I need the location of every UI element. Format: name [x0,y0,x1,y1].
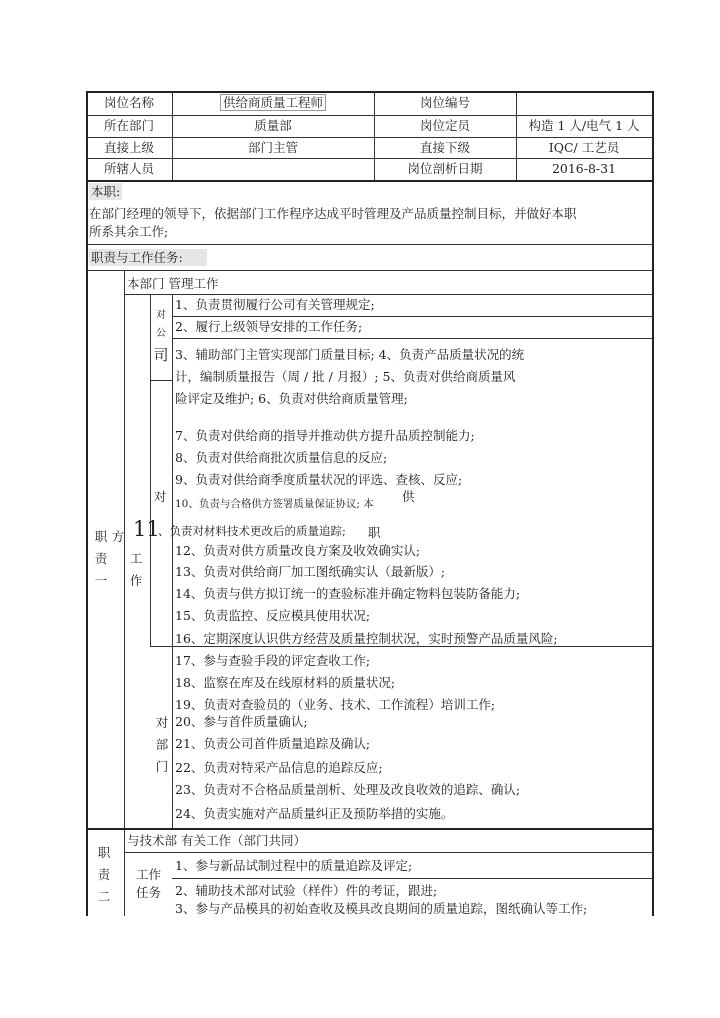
direct-subordinate-value: IQC/ 工艺员 [548,140,620,155]
duty-title: 本职: [91,184,121,199]
analysis-date-value: 2016-8-31 [551,161,617,176]
supplier-label-gong: 供 [402,489,415,504]
dept-label-b: 部 [155,737,169,752]
company-label-c: 司 [153,346,169,364]
resp2-item-1: 1、参与新品试制过程中的质量追踪及评定; [175,858,413,873]
task-item-14: 14、负责与供方拟订统一的查验标准并确定物料包装防备能力; [175,586,521,601]
task-item-18: 18、监察在库及在线原材料的质量状况; [175,675,396,690]
resp2-item-2: 2、辅助技术部对试验（样件）件的考证，跟进; [175,883,438,898]
company-label-b: 公 [156,328,166,339]
task-item-13: 13、负责对供给商厂加工图纸确实认（最新版）; [175,564,446,579]
task-item-1: 1、负责贯彻履行公司有关管理规定; [175,297,375,312]
label-subordinates: 所辖人员 [103,161,154,176]
task-item-11: 、负责对材料技术更改后的质量追踪; [158,524,346,538]
resp1-label-a: 职 [94,529,108,544]
task-item-7: 7、负责对供给商的指导并推动供方提升品质控制能力; [175,428,475,443]
task-item-16: 16、定期深度认识供方经营及质量控制状况，实时预警产品质量风险; [175,631,558,646]
task-item-23: 23、负责对不合格品质量剖析、处理及改良收效的追踪、确认; [175,782,521,797]
label-analysis-date: 岗位剖析日期 [407,161,483,176]
resp2-sub-b: 任务 [136,885,162,900]
resp2-section-title: 与技术部 有关工作（部门共同） [127,833,306,848]
label-department: 所在部门 [103,118,154,133]
dept-label-c: 门 [155,759,169,774]
work-label-b: 作 [129,573,143,588]
label-headcount: 岗位定员 [419,118,470,133]
label-position-name: 岗位名称 [103,95,154,110]
department-value: 质量部 [254,118,292,133]
task-item-2: 2、履行上级领导安排的工作任务; [175,319,363,334]
duty-line-2: 所系其余工作; [89,224,169,239]
resp2-label-c: 二 [97,889,111,904]
task-item-19: 19、负责对查验员的（业务、技术、工作流程）培训工作; [175,697,496,712]
direct-superior-value: 部门主管 [247,140,298,155]
work-label-a: 工 [129,551,143,566]
dept-label-a: 对 [155,715,169,730]
resp2-sub-a: 工作 [136,867,162,882]
resp2-item-3: 3、参与产品模具的初始查收及模具改良期间的质量追踪，图纸确认等工作; [175,901,588,916]
task-item-3: 3、辅助部门主管实现部门质量目标; 4、负责产品质量状况的统 [175,347,525,362]
task-item-12: 12、负责对供方质量改良方案及收效确实认; [175,543,421,558]
company-label-a: 对 [156,310,166,321]
label-direct-subordinate: 直接下级 [419,140,470,155]
task-item-22: 22、负责对特采产品信息的追踪反应; [175,760,383,775]
resp1-label-c: 一 [94,573,108,588]
task-item-11-number: 11 [133,517,160,541]
task-item-15: 15、负责监控、反应模具使用状况; [175,608,371,623]
task-item-10: 10、负责与合格供方签署质量保证协议; 本 [175,498,374,510]
task-item-3-cont: 计，编制质量报告（周 / 批 / 月报）; 5、负责对供给商质量风 [175,369,516,384]
resp1-label-fang: 方 [111,529,125,544]
label-direct-superior: 直接上级 [103,140,154,155]
task-item-21: 21、负责公司首件质量追踪及确认; [175,736,371,751]
duty-line-1: 在部门经理的领导下，依据部门工作程序达成平时管理及产品质量控制目标，并做好本职 [89,206,577,221]
supplier-label-zhi: 职 [368,525,381,540]
tasks-title: 职责与工作任务: [89,249,207,266]
resp2-label-b: 责 [97,867,111,882]
task-item-9: 9、负责对供给商季度质量状况的评选、查核、反应; [175,472,463,487]
headcount-value: 构造 1 人/电气 1 人 [528,118,640,133]
supplier-label: 对 [153,489,167,504]
label-position-code: 岗位编号 [419,95,470,110]
task-item-17: 17、参与查验手段的评定查收工作; [175,653,371,668]
resp2-label-a: 职 [97,845,111,860]
position-name-value: 供给商质量工程师 [220,94,326,111]
task-item-24: 24、负责实施对产品质量纠正及预防举措的实施。 [175,806,454,821]
task-item-3-cont2: 险评定及维护; 6、负责对供给商质量管理; [175,391,408,406]
task-item-20: 20、参与首件质量确认; [175,714,308,729]
task-item-8: 8、负责对供给商批次质量信息的反应; [175,450,388,465]
resp1-section-title: 本部门 管理工作 [127,276,219,291]
resp1-label-b: 责 [94,551,108,566]
